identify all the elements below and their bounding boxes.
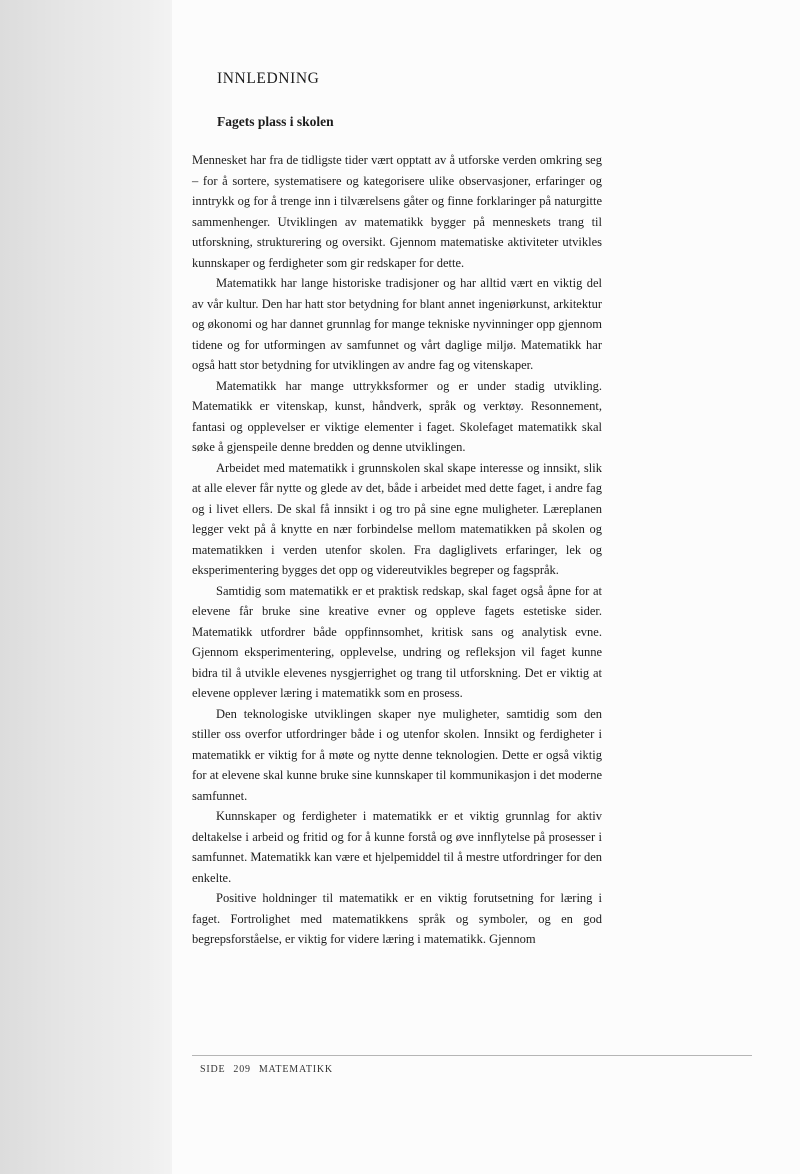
paragraph: Mennesket har fra de tidligste tider vært opptatt av å utforske verden omkring seg – for å sortere, systematisere og kategorisere ulike observasjoner, erfaringer og inntrykk og for å trenge inn i tilværelsens gåter og finne forklaringer på naturgitte sammenhenger. Utviklingen av matematikk bygger på menneskets trang til utforskning, strukturering og oversikt. Gjennom matematiske aktiviteter utvikles kunnskaper og ferdigheter som gir redskaper for dette.: [192, 153, 602, 270]
page-footer: [200, 1064, 341, 1075]
footer-side-label: SIDE: [200, 1064, 226, 1075]
footer-rule: [192, 1055, 752, 1056]
body-text: [192, 150, 602, 950]
paragraph: Positive holdninger til matematikk er en viktig forutsetning for læring i faget. Fortrolighet med matematikkens språk og symboler, og en god begrepsforståelse, er viktig for videre læring i matematikk. Gjennom: [192, 891, 602, 946]
footer-subject: MATEMATIKK: [258, 1064, 333, 1075]
paragraph: Den teknologiske utviklingen skaper nye muligheter, samtidig som den stiller oss overfor utfordringer både i og utenfor skolen. Innsikt og ferdigheter i matematikk er viktig for å møte og nytte denne teknologien. Dette er også viktig for at elevene skal kunne bruke sine kunnskaper til kommunikasjon i det moderne samfunnet.: [192, 706, 602, 803]
paragraph: Kunnskaper og ferdigheter i matematikk er et viktig grunnlag for aktiv deltakelse i arbeid og fritid og for å kunne forstå og øve innflytelse på prosesser i samfunnet. Matematikk kan være et hjelpemiddel til å mestre utfordringer for den enkelte.: [192, 809, 602, 885]
footer-page-number: 209: [233, 1064, 251, 1075]
chapter-title: INNLEDNING: [217, 70, 320, 87]
paragraph: Matematikk har mange uttrykksformer og er under stadig utvikling. Matematikk er vitenskap, kunst, håndverk, språk og verktøy. Resonnement, fantasi og opplevelser er viktige elementer i faget. Skolefaget matematikk skal søke å gjenspeile denne bredden og denne utviklingen.: [192, 378, 602, 454]
paragraph: Samtidig som matematikk er et praktisk redskap, skal faget også åpne for at elevene får bruke sine kreative evner og oppleve fagets estetiske sider. Matematikk utfordrer både oppfinnsomhet, kritisk sans og analytisk evne. Gjennom eksperimentering, opplevelse, undring og refleksjon vil faget kunne bidra til å utvikle elevenes nysgjerrighet og trang til utforskning. Det er viktig at elevene opplever læring i matematikk som en prosess.: [192, 583, 602, 700]
paragraph: Arbeidet med matematikk i grunnskolen skal skape interesse og innsikt, slik at alle elever får nytte og glede av det, både i arbeidet med dette faget, i andre fag og i livet ellers. De skal få innsikt i og tro på sine egne muligheter. Læreplanen legger vekt på å knytte en nær forbindelse mellom matematikken på skolen og matematikken i verden utenfor skolen. Fra dagliglivets erfaringer, lek og eksperimentering bygges det opp og videreutvikles begreper og fagspråk.: [192, 460, 602, 577]
paragraph: Matematikk har lange historiske tradisjoner og har alltid vært en viktig del av vår kultur. Den har hatt stor betydning for blant annet ingeniørkunst, arkitektur og økonomi og har dannet grunnlag for mange tekniske nyvinninger opp gjennom tidene og for utformingen av samfunnet og vårt daglige miljø. Matematikk har også hatt stor betydning for utviklingen av andre fag og vitenskaper.: [192, 276, 602, 372]
scan-left-margin: [0, 0, 172, 1174]
section-title: Fagets plass i skolen: [217, 114, 334, 129]
